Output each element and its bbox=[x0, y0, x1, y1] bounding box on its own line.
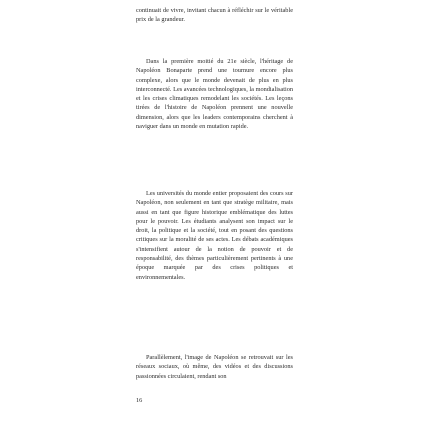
page-number: 16 bbox=[136, 397, 143, 404]
paragraph-continuation: continuait de vivre, invitant chacun à réfléchir sur le véritable prix de la grandeur. bbox=[136, 7, 293, 24]
paragraph-social-media: Parallèlement, l'image de Napoléon se retrouvait sur les réseaux sociaux, où même, des vidéos et des discussions passionnées circulaient, rendant son bbox=[136, 354, 293, 380]
paragraph-universities: Les universités du monde entier proposaient des cours sur Napoléon, non seulement en tant que stratège militaire, mais aussi en tant que figure historique emblématique des luttes pour le pouvoir. Les étudiants analysent son impact sur le droit, la politique et la société, tout en posant des questions critiques sur la moralité de ses actes. Les débats académiques s'intensifient autour de la notion de pouvoir et de responsabilité, des thèmes particulièrement pertinents à une époque marquée par des crises politiques et environnementales. bbox=[136, 190, 293, 281]
paragraph-heritage: Dans la première moitié du 21e siècle, l'héritage de Napoléon Bonaparte prend une tournure encore plus complexe, alors que le monde devenait de plus en plus interconnecté. Les avancées technologiques, la mondialisation et les crises climatiques remodelant les sociétés. Les leçons tirées de l'histoire de Napoléon prennent une nouvelle dimension, alors que les leaders contemporains cherchent à naviguer dans un monde en mutation rapide. bbox=[136, 58, 293, 131]
